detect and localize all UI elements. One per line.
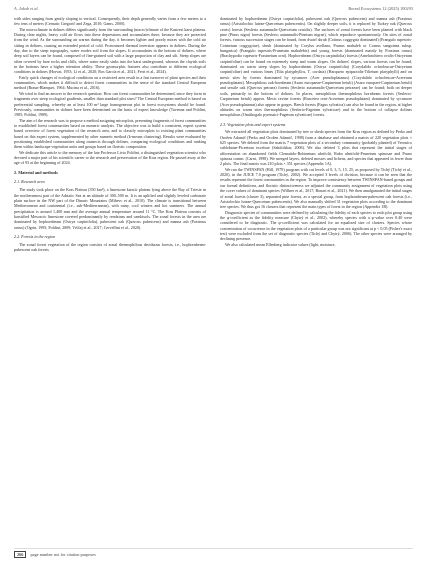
paragraph: The microclimate in dolines differs significantly from the surrounding (macro)climate of the Kastrest karst plateau. During clear nights, heavy cold air flows into these depressions and accumulates there, because they are protected from the wind. As the surrounding air warms during the day, it becomes lighter and poorly mixes with the cold air sitting in dolines, causing an extended period of cold. Pronounced thermal inversion appears in dolines. During the day, due to the steep topography, water erodes soil from the slopes. It accumulates in the bottom of dolines, where deep soil layers can be found, composed of fine-grained soil with a large proportion of clay and silt. Steep slopes are often covered by bare rocks and cliffs, where water easily sinks into the karst underground, whereas the clayish soils in the bottoms have a higher retention ability. These geomorphic features also contribute to different ecological conditions in dolines (Horvat, 1953; Li et al., 2020; Ros García et al., 2021; Ferri et al., 2024).	[14, 26, 206, 75]
paragraph: Fairly quick changes of ecological conditions on a restricted area result in a fast turnover of plant species and their communities, which makes it difficult to detect forest communities in the sense of the standard Central European method (Braun-Blanquet, 1964; Mucina et al., 2016).	[14, 74, 206, 91]
left-column	[14, 16, 206, 543]
paragraph: We ran the TWINSPAN (Hill, 1979) program with cut levels of 0, 3, 5, 15, 25, as proposed by Tichý (Tichý et al., 2020), in the JUICE 7.0 program (Tichý, 2002). We accepted 3 levels of division, because it can be seen that the results represent the forest communities in the region. To improve consistency between TWINSPAN-based groups and our formal definitions, and floristic distinctiveness we adjusted the community assignment of vegetation plots using the cover values of dominant species (Willner et al., 2017; Bonari et al., 2021). We then amalgamated the initial stages of zonal forests (cluster 3), separated pine forests, as a special group, from hophornbeam-pubescent oak forests (i.e., Aristolochio luteae-Quercetum pubescentis). We also manually shifted 31 vegetation plots according to the dominant tree species. We thus got 16 clusters that represent the main types of forest in the region (Appendix 1B).	[220, 166, 412, 210]
page-number: 266	[14, 551, 26, 558]
paragraph: with sides ranging from gently sloping to vertical. Consequently, their depth generally varies from a few meters to a few tens of meters (Cernatic Gregorič and Zega, 2010; Gams, 2000).	[14, 16, 206, 27]
paragraph: We tried to find an answer to the research question: How can forest communities be determined, since they form in fragments over steep ecological gradients, smaller than standard plot sizes? The Central European method is based on preferential sampling, whereby an at least 100 m² large homogeneous plot in forest ecosystems should be found. Previously, communities in dolines have been determined on the basis of expert knowledge (Tavenna and Poldini, 1985; Poldini, 1989).	[14, 90, 206, 118]
paragraph: Diagnostic species of communities were defined by calculating the fidelity of each species to each plot group using the φ-coefficient as the fidelity measure (Chytrý et al., 2002), whereby species with a φ-value over 0.40 were considered to be diagnostic. The φ-coefficient was calculated for an equalized size of clusters. Species whose concentration of occurrence in the vegetation plots of a particular group was not significant at p < 0.05 (Fisher's exact test) were excluded from the set of diagnostic species (Tichý and Chytrý, 2006). The other species were arranged by declining presence.	[220, 209, 412, 242]
footer-divider	[14, 548, 413, 549]
paragraph: The zonal forest vegetation of the region consists of zonal thermophilous deciduous forests, i.e., hophornbeam-pubescent oak forests	[14, 241, 206, 253]
paragraph: We extracted all vegetation plots dominated by tree or shrub species from the Kras region as defined by Perko and Orožen Adamič (Perko and Orožen Adamič, 1998) from a database and obtained a matrix of 220 vegetation plots × 625 species. We deleted from the matrix 7 vegetation plots of a secondary community (probably planted) of Veronico sublobatae-Piceetum excelsae (Sakdolskar, 2006). We also deleted 3 plots that represent the initial stages of afforestation on abandoned fields Clematido-Robinetum ubrifolii, Rubo ulmifolii-Prunetum spinosae and Pruno spinosa comm. (Carni, 1998). We merged layers, deleted mosses and lichens, and species that appeared in fewer than 2 plots. The final matrix was 210 plots × 351 species (Appendix 1A).	[220, 129, 412, 167]
right-column	[220, 16, 412, 543]
section-heading-methods: 2. Material and methods	[14, 170, 58, 176]
page-footer	[14, 551, 314, 559]
running-head	[14, 6, 413, 16]
paragraph: We also calculated mean Ellenberg indicator values (light, moisture,	[225, 241, 336, 247]
paragraph: The study took place on the Kras Plateau (350 km²), a limestone karstic plateau lying above the Bay of Trieste in the northernmost part of the Adriatic Sea at an altitude of 300–500 m. It is an uplifted and slightly leveled carbonate plain surface in the NW part of the Dinaric Mountains (Mihevc et al., 2010). The climate is transitional between Mediterranean and continental (i.e., sub-Mediterranean), with rainy, cool winters and hot summers. The annual precipitation is around 1,400 mm and the average annual temperature around 11 °C. The Kras Plateau consists of karstified Mesozoic limestone covered predominantly by rendzinas and cambisols. The zonal forests in the area are dominated by hophornbeam (Ostrya carpinifolia), pubescent oak (Quercus pubescens) and manna ash (Fraxinus ornus) (Ogrin, 1995; Poldini, 2009; Vrščaj et al., 2017; Cervellini et al., 2020).	[14, 187, 206, 230]
running-head-authors: A. Jakob et al.	[14, 6, 39, 11]
subsection-heading-research-area: 2.1. Research area	[14, 179, 45, 185]
paragraph: dominated by hophornbeam (Ostrya carpinifolia), pubescent oak (Quercus pubescens) and manna ash (Fraxinus ornus) (Aristolochio luteae-Quercetum pubescentis). On slightly deeper soils, it is replaced by Turkey oak (Quercus cerris) forests (Seslerio autumnalis-Quercetum cerridis). The surfaces of zonal forests have been planted with black pine (Pinus nigra) forests (Seslerio autumnalis-Pinetum nigrae), which reproduce spontaneously. On sites of zonal forests, various succession stages can be found, from dwarf shrub (Cotinus coggygria dominated) (Frangulo rupestris-Cotinetum coggygriae), shrub (dominated by Corylus avellana, Prunus mahaleb or Cornus sanguinea subsp. hungarica) (Frangulo rupestris-Prunetum mahalebis) and young forests (dominated mainly by Fraxinus ornus) (Brachypodio rupestris-Fraxinetum orni). Hophornbeam (Ostrya carpinifolia) forests (Amelanchiero ovalis-Ostryetum carpinifoliae) can be found on extremely steep and warm slopes. On dolines' slopes, various forests can be found, dominated on warm steep slopes by hophornbeam (Ostrya carpinifolia) (Corydalido ochroleucae-Ostryetum carpinifoliae) and various limes (Tilia platyphyllos, T. cordata) (Hacqueto epipactidis-Tilietum platyphylli) and on mesic sites by forests dominated by sycamore (Acer pseudoplatanus) (Corydalido ochroleucae-Aceretum pseudoplatani). Mesophilous oak-hornbeam (Asaro europaeae-Carpinetum betuli) (Asaro europaei-Carpinetum betuli) and sessile oak (Quercus petraea) forests (Seslerio autumnalis-Quercetum petraeae) can be found; both on deeper soils, primarily in the bottom of dolines. In places, mesophilous thermophilous hornbeam forests (Seslerio-Carpinetum betuli) appear. Mesic ravine forests (Ruscetea orni-Aceretum pseudoplatani) dominated by sycamore (Acer pseudoplatanus) also appear in gorges. Beech forests (Fagus sylvatica) can also be found in the region, at higher altitudes on warm sites thermophilous (Seslerio-Fagetum sylvaticae) and in the bottom of collapse dolines mesophilous (Omithogalo pyrenaici-Fagetum sylvaticae) forests.	[220, 16, 412, 118]
subsection-heading-forests: 2.2. Forests in the region	[14, 234, 56, 240]
subsection-heading-vegetation-plots: 2.3. Vegetation plots and expert systems	[220, 121, 286, 127]
footer-text: page number not for citation purposes	[30, 552, 96, 557]
paragraph: We dedicate this article to the memory of the late Professor Livio Poldini, a distinguished vegetation scientist who devoted a major part of his scientific career to the research and preservation of the Kras region. He passed away at the age of 93 at the beginning of 2024.	[14, 149, 206, 166]
running-head-journal: Boreal Ecosystems 12 (2025) 100293	[348, 6, 413, 11]
paragraph: The aim of the research was to propose a method assigning microplots, presenting fragments of forest communities to established forest communities based on numeric analysis. The objective was to build a consistent, expert system based overview of forest vegetation of the research area, and to classify microplots to existing plant communities based on this expert system, supplemented by other numeric method (k-means clustering). Results were evaluated by positioning established communities along transects through dolines, comparing ecological conditions and ranking them within landscape vegetation units and groups based on floristic composition.	[14, 117, 206, 150]
